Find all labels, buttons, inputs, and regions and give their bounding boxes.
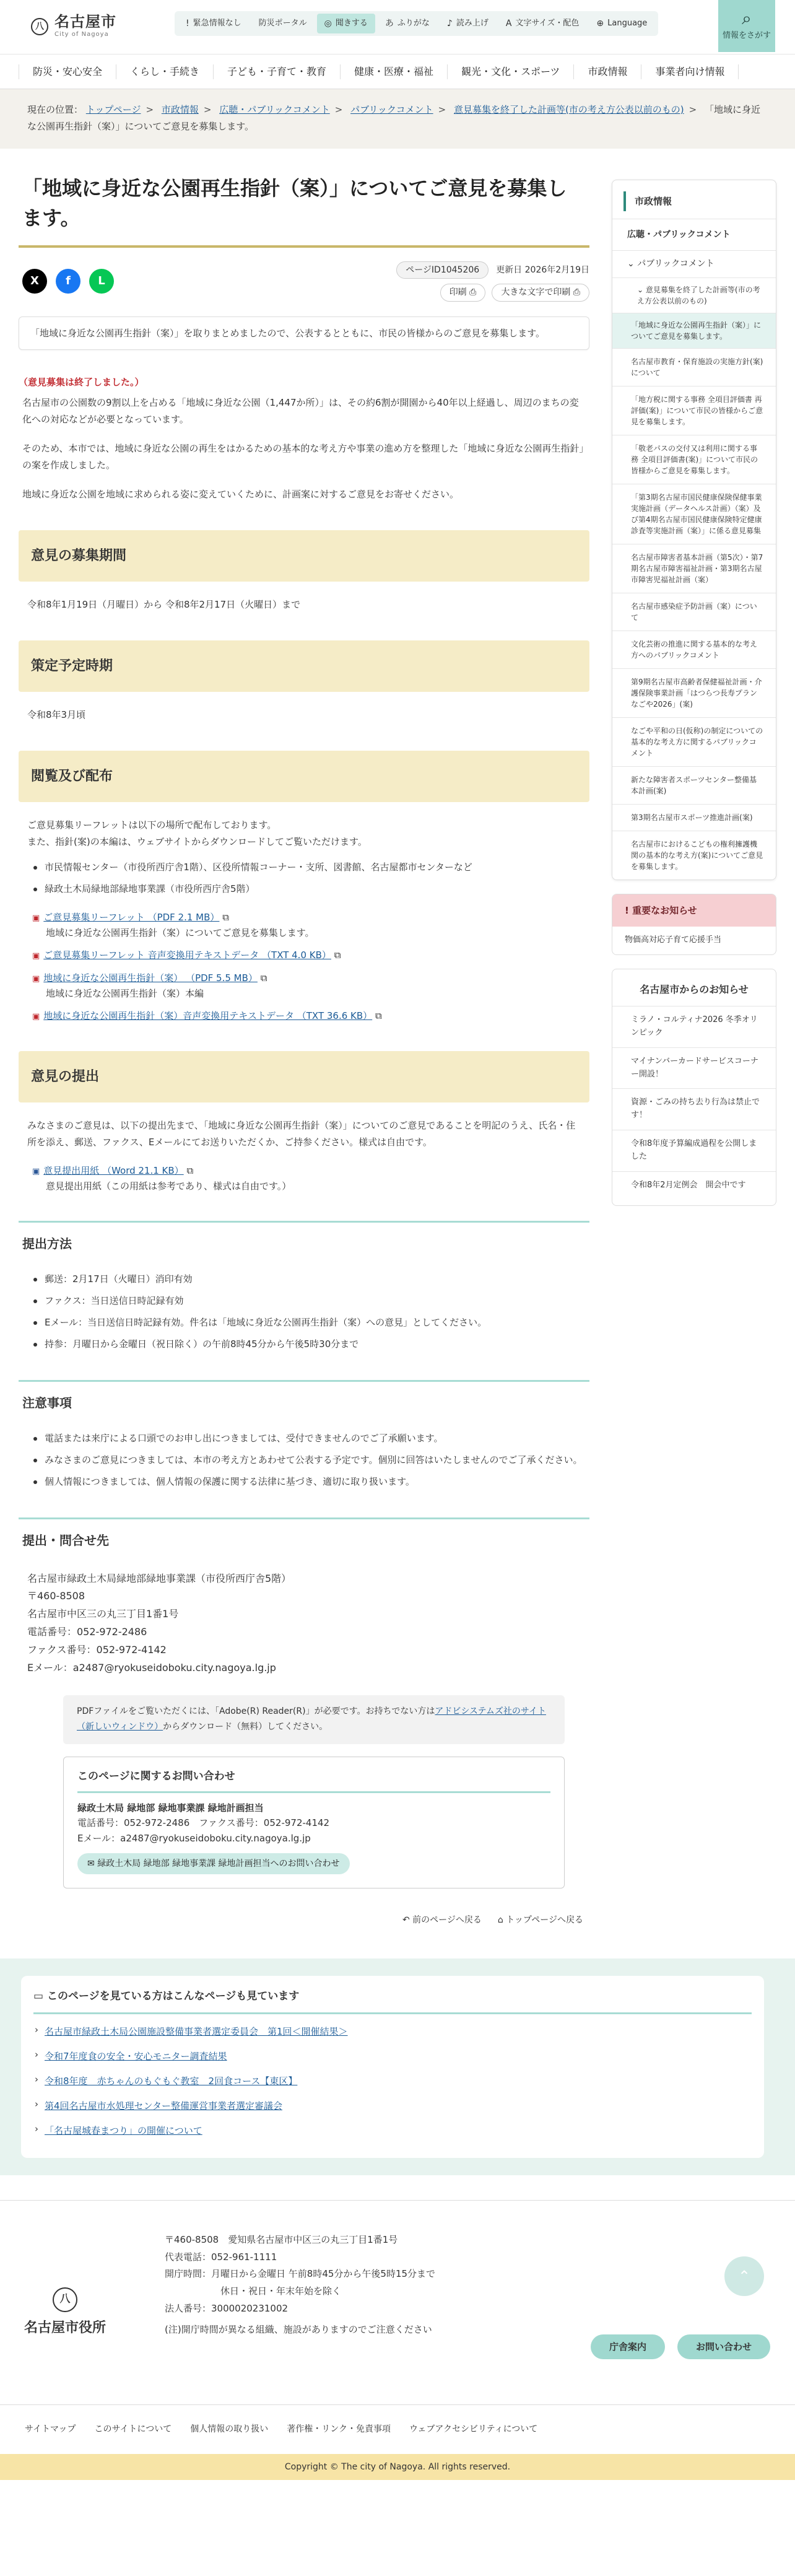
global-nav (0, 55, 795, 89)
footer-links (0, 2404, 795, 2454)
listen-button[interactable]: ◎ 聞きする (317, 14, 375, 33)
page-id: ページID1045206 (396, 261, 489, 279)
local-nav-item[interactable]: 名古屋市におけるこどもの権利擁護機関の基本的な考え方(案)についてご意見を募集します。 (612, 831, 776, 880)
file-link[interactable]: 意見提出用紙 （Word 21.1 KB） (43, 1164, 184, 1176)
logo-name: 名古屋市 (54, 13, 116, 30)
local-nav-item[interactable]: 第9期名古屋市高齢者保健福祉計画・介護保険事業計画「はつらつ長寿プランなごや2026」(案) (612, 668, 776, 717)
x-share-icon[interactable]: X (22, 269, 47, 294)
gnav-item[interactable]: 市政情報 (574, 64, 641, 79)
related-link[interactable]: 令和7年度食の安全・安心モニター調査結果 (45, 2050, 227, 2062)
pdf-reader-note: PDFファイルをご覧いただくには、「Adobe(R) Reader(R)」が必要です。お持ちでない方はアドビシステムズ社のサイト（新しいウィンドウ）からダウンロード（無料）してください。 (63, 1695, 565, 1744)
back-arrow-icon: ↶ (402, 1915, 410, 1926)
scroll-top-button[interactable] (724, 2256, 764, 2296)
city-news (612, 969, 776, 1207)
local-nav-current[interactable]: 「地域に身近な公園再生指針（案）」についてご意見を募集します。 (612, 313, 776, 348)
page-nav (19, 1913, 583, 1927)
copyright: Copyright © The city of Nagoya. All rights reserved. (0, 2454, 795, 2480)
chevron-right-icon: > (146, 104, 154, 115)
inquiry-dept: 緑政土木局 緑地部 緑地事業課 緑地計画担当 (77, 1802, 264, 1814)
adobe-link[interactable]: アドビシステムズ社のサイト（新しいウィンドウ） (77, 1706, 546, 1732)
local-nav-item[interactable]: 第3期名古屋市スポーツ推進計画(案) (612, 804, 776, 831)
news-item[interactable]: 令和8年度予算編成過程を公開しました (612, 1130, 776, 1171)
related-link[interactable]: 令和8年度 赤ちゃんのもぐもぐ教室 2回食コース【東区】 (45, 2075, 298, 2087)
subsection-heading-method: 提出方法 (19, 1221, 589, 1262)
pdf-icon: ▣ (32, 974, 40, 984)
chevron-right-icon: > (689, 104, 697, 115)
font-icon: A (505, 18, 512, 28)
page-title: 「地域に身近な公園再生指針（案）」についてご意見を募集します。 (19, 173, 589, 248)
list-item: みなさまのご意見につきましては、本市の考え方とあわせて公表する予定です。個別に回答はいたしませんのでご了承ください。 (33, 1452, 589, 1469)
back-link[interactable]: ↶ 前のページへ戻る (402, 1915, 482, 1926)
news-item[interactable]: 資源・ごみの持ち去り行為は禁止です！ (612, 1088, 776, 1130)
breadcrumb-link[interactable]: パブリックコメント (350, 104, 433, 115)
site-header (0, 0, 795, 55)
file-link[interactable]: 地域に身近な公園再生指針（案） （PDF 5.5 MB） (43, 972, 258, 984)
local-nav-item[interactable]: なごや平和の日(仮称)の制定についての基本的な考え方に関するパブリックコメント (612, 717, 776, 766)
printer-icon: ⎙ (573, 287, 580, 298)
facebook-share-icon[interactable]: f (56, 269, 80, 294)
external-icon: ⧉ (186, 1164, 194, 1176)
subsection-heading-notes: 注意事項 (19, 1380, 589, 1421)
related-link[interactable]: 第4回名古屋市水処理センター整備運営事業者選定審議会 (45, 2100, 282, 2111)
list-item: ファクス：当日送信日時記録有効 (33, 1293, 589, 1309)
speaker-icon: ◎ (324, 18, 332, 28)
site-logo[interactable] (31, 14, 116, 40)
contact-button[interactable]: お問い合わせ (677, 2334, 770, 2359)
text-file-icon: ▣ (32, 951, 40, 961)
subsection-heading-contact: 提出・問合せ先 (19, 1517, 589, 1559)
local-nav (612, 180, 776, 880)
file-link[interactable]: ご意見募集リーフレット 音声変換用テキストデータ （TXT 4.0 KB） (43, 950, 331, 961)
chevron-down-icon: ⌄ (637, 285, 644, 294)
building-guide-button[interactable]: 庁舎案内 (591, 2334, 665, 2359)
footer-link[interactable]: 個人情報の取り扱い (190, 2424, 269, 2435)
local-nav-item[interactable]: 名古屋市教育・保育施設の実施方針(案)について (612, 348, 776, 386)
related-pages: ▭ このページを見ている方はこんなページも見ています › 名古屋市緑政土木局公園施設整備事業者選定委員会 第1回＜開催結果＞ › 令和7年度食の安全・安心モニター調査結果 › 令和8年度 赤ちゃんのもぐもぐ教室 2回食コース【東区】 › 第4回名古屋市水処理センター整備運営事業者選定審議会 › 「名古屋城春まつり」の開催について (0, 1958, 795, 2175)
section-heading-submit: 意見の提出 (19, 1051, 589, 1102)
related-link[interactable]: 名古屋市緑政土木局公園施設整備事業者選定委員会 第1回＜開催結果＞ (45, 2025, 348, 2037)
news-head: 名古屋市からのお知らせ (640, 983, 749, 995)
page-summary: 「地域に身近な公園再生指針（案）」を取りまとめましたので、公表するとともに、市民の皆様からのご意見を募集します。 (19, 317, 589, 350)
printer-icon: ⎙ (469, 287, 477, 298)
gnav-item[interactable]: 事業者向け情報 (641, 64, 739, 79)
list-item: 持参：月曜日から金曜日（祝日除く）の午前8時45分から午後5時30分まで (33, 1336, 589, 1353)
breadcrumb-current: 「地域に身近な公園再生指針（案）」についてご意見を募集します。 (27, 104, 761, 132)
list-item: 郵送：2月17日（火曜日）消印有効 (33, 1271, 589, 1288)
alert-icon: ! (186, 18, 189, 28)
list-item: 緑政土木局緑地部緑地事業課（市役所西庁舎5階） (33, 881, 589, 897)
site-footer (0, 2200, 795, 2404)
section-heading-period: 意見の募集期間 (19, 530, 589, 582)
gnav-item[interactable]: 健康・医療・福祉 (341, 64, 448, 79)
word-file-icon: ▣ (32, 1166, 40, 1176)
local-nav-item[interactable]: 名古屋市障害者基本計画（第5次）・第7期名古屋市障害福祉計画・第3期名古屋市障害児福祉計画（案） (612, 544, 776, 593)
inquiry-title: このページに関するお問い合わせ (77, 1768, 550, 1793)
share-bar (19, 261, 589, 302)
intro-paragraph: 地域に身近な公園を地域に求められる姿に変えていくために、計画案に対するご意見をお寄せください。 (22, 488, 459, 500)
local-nav-item[interactable]: 文化芸術の推進に関する基本的な考え方へのパブリックコメント (612, 631, 776, 668)
submit-text: みなさまのご意見は、以下の提出先まで、「地域に身近な公園再生指針（案）」についてのご意見であることを明記のうえ、氏名・住所を添え、郵送、ファクス、Eメールにてお送りいただくか、ご持参ください。様式は自由です。 (27, 1119, 576, 1148)
distribution-list (19, 859, 589, 897)
list-item: Eメール：当日送信日時記録有効。件名は「地域に身近な公園再生指針（案）への意見」としてください。 (33, 1314, 589, 1331)
globe-icon: ⊕ (596, 18, 604, 28)
period-text: 令和8年1月19日（月曜日）から 令和8年2月17日（火曜日）まで (27, 598, 301, 610)
external-icon: ⧉ (260, 972, 267, 984)
chevron-right-icon: > (438, 104, 446, 115)
gnav-item[interactable]: 観光・文化・スポーツ (448, 64, 574, 79)
line-share-icon[interactable]: L (89, 269, 114, 294)
furigana-icon: あ (384, 18, 394, 28)
chevron-up-icon: ⌃ (737, 2267, 751, 2285)
audio-icon: ♪ (446, 18, 453, 28)
breadcrumb-link[interactable]: トップページ (85, 104, 141, 115)
local-nav-item[interactable]: 「第3期名古屋市国民健康保険保健事業実施計画（データヘルス計画）（案）及び第4期名古屋市国民健康保険特定健康診査等実施計画（案）」に係る意見募集 (612, 484, 776, 544)
intro-paragraph: そのため、本市では、地域に身近な公園の再生をはかるための基本的な考え方や事業の進め方を整理した「地域に身近な公園再生指針」の案を作成しました。 (22, 442, 584, 471)
news-item[interactable]: マイナンバーカードサービスコーナー開設！ (612, 1047, 776, 1089)
section-heading-distribution: 閲覧及び配布 (19, 751, 589, 802)
local-nav-item[interactable]: 「敬老パスの交付又は利用に関する事務 全項目評価書(案)」について市民の皆様からご意見を募集します。 (612, 435, 776, 484)
news-item[interactable]: ミラノ・コルティナ2026 冬季オリンピック (612, 1006, 776, 1047)
footer-address: 〒460-8508 愛知県名古屋市中区三の丸三丁目1番1号 代表電話：052-961-1111 開庁時間：月曜日から金曜日 午前8時45分から午後5時15分まで 休日・祝日・年末年始を除く 法人番号：3000020231002 (注)開庁時間が異なる組織、施設がありますのでご注意ください (165, 2233, 436, 2335)
local-nav-item[interactable]: 広聴・パブリックコメント (612, 219, 776, 250)
disaster-portal-link[interactable]: 防災ポータル (258, 18, 307, 28)
breadcrumb-link[interactable]: 市政情報 (161, 104, 199, 115)
related-link[interactable]: 「名古屋城春まつり」の開催について (45, 2124, 202, 2136)
furigana-button[interactable]: あ ふりがな (378, 14, 437, 33)
external-icon: ⧉ (222, 912, 229, 923)
search-info-button[interactable]: ⌕ 情報をさがす (718, 0, 775, 52)
language-button[interactable]: ⊕ Language (589, 14, 654, 33)
sidebar (612, 149, 776, 1952)
text-file-icon: ▣ (32, 1011, 40, 1021)
local-nav-item[interactable]: 名古屋市感染症予防計画（案）について (612, 593, 776, 631)
local-nav-head[interactable]: 市政情報 (623, 191, 776, 211)
print-button[interactable]: 印刷 ⎙ (440, 284, 486, 301)
main-content: 「地域に身近な公園再生指針（案）」についてご意見を募集します。 X f L ページID1045206 更新日 2026年2月19日 印刷 ⎙ 大きな文字で印刷 ⎙ 「地域に身近な公園再生指針（案）」を取りまとめましたので、公表するとともに、市民の皆様からのご意見を募集します。 （意見募集は終了しました。） 名古屋市の公園数の9割以上を占める「地域に身近な公園（1,447か所）」は、その約6割が開園から40年以上経過し、周辺のまちの変化への対応などが必要となっています。 そのため、本市では、地域に身近な公園の再生をはかるための基本的な考え方や事業の進め方を整理した「地域に身近な公園再生指針」の案を作成しました。 地域に身近な公園を地域に求められる姿に変えていくために、計画案に対するご意見をお寄せください。 意見の募集期間 令和8年1月19日（月曜日）から 令和8年2月17日（火曜日）まで 策定予定時期 令和8年3月頃 閲覧及び配布 ご意見募集リーフレットは以下の場所で配布しております。 また、指針(案)の本編は、ウェブサイトからダウンロードしてご覧いただけます。 市民情報センター（市役所西庁舎1階）、区役所情報コーナー・支所、図書館、名古屋都市センターなど 緑政土木局緑地部緑地事業課（市役所西庁舎5階） ▣ ご意見募集リーフレット （PDF 2.1 MB） ⧉ 地域に身近な公園再生指針（案）についてご意見を募集します。 ▣ ご意見募集リーフレット 音声変換用テキストデータ （TXT 4.0 KB） ⧉ ▣ 地域に身近な公園再生指針（案） （PDF 5.5 MB） ⧉ 地域に身近な公園再生指針（案）本編 ▣ 地域に身近な公園再生指針（案）音声変換用テキストデータ （TXT 36.6 KB） ⧉ 意見の提出 みなさまのご意見は、以下の提出先まで、「地域に身近な公園再生指針（案）」についてのご意見であることを明記のうえ、氏名・住所を添え、郵送、ファクス、Eメールにてお送りいただくか、ご持参ください。様式は自由です。 ▣ 意見提出用紙 （Word 21.1 KB） ⧉ 意見提出用紙（この用紙は参考であり、様式は自由です。） 提出方法 郵送：2月17日（火曜日）消印有効 ファクス：当日送信日時記録有効 Eメール：当日送信日時記録有効。件名は「地域に身近な公園再生指針（案）への意見」としてください。 持参：月曜日から金曜日（祝日除く）の午前8時45分から午後5時30分まで 注意事項 電話または来庁による口頭でのお申し出につきましては、受付できませんのでご了承願います。 みなさまのご意見につきましては、本市の考え方とあわせて公表する予定です。個別に回答はいたしませんのでご了承ください。 個人情報につきましては、個人情報の保護に関する法律に基づき、適切に取り扱います。 提出・問合せ先 名古屋市緑政土木局緑地部緑地事業課（市役所西庁舎5階） 〒460-8508 名古屋市中区三の丸三丁目1番1号 電話番号：052-972-2486 ファクス番号：052-972-4142 Eメール：a2487@ryokuseidoboku.city.nagoya.lg.jp PDFファイルをご覧いただくには、「Adobe(R) Reader(R)」が必要です。お持ちでない方はアドビシステムズ社のサイト（新しいウィンドウ）からダウンロード（無料）してください。 このページに関するお問い合わせ 緑政土木局 緑地部 緑地事業課 緑地計画担当 電話番号：052-972-2486 ファクス番号：052-972-4142 Eメール：a2487@ryokuseidoboku.city.nagoya.lg.jp ✉ 緑政土木局 緑地部 緑地事業課 緑地計画担当へのお問い合わせ ↶ 前のページへ戻る ⌂ トップページへ戻る (19, 149, 589, 1952)
ended-notice: （意見募集は終了しました。） (19, 376, 144, 388)
footer-link[interactable]: 著作権・リンク・免責事項 (287, 2424, 391, 2435)
footer-link[interactable]: ウェブアクセシビリティについて (409, 2424, 538, 2435)
external-icon: ⧉ (334, 950, 341, 961)
font-size-button[interactable]: A 文字サイズ・配色 (498, 14, 587, 33)
chat-icon: ▭ (33, 1989, 44, 2002)
chevron-down-icon: ⌄ (627, 259, 635, 269)
breadcrumb-link[interactable]: 広聴・パブリックコメント (219, 104, 330, 115)
home-icon: ⌂ (497, 1915, 503, 1926)
list-item: 個人情報につきましては、個人情報の保護に関する法律に基づき、適切に取り扱います。 (33, 1474, 589, 1490)
list-item: 電話または来庁による口頭でのお申し出につきましては、受付できませんのでご了承願います。 (33, 1430, 589, 1447)
logo-sub: City of Nagoya (54, 31, 109, 38)
important-notice: ! 重要なお知らせ 物価高対応子育て応援手当 (612, 894, 776, 955)
footer-link[interactable]: このサイトについて (94, 2424, 172, 2435)
local-nav-item[interactable]: 新たな障害者スポーツセンター整備基本計画(案) (612, 766, 776, 804)
footer-link[interactable]: サイトマップ (25, 2424, 76, 2435)
city-emblem-icon: 八 (31, 18, 48, 35)
file-link[interactable]: 地域に身近な公園再生指針（案）音声変換用テキストデータ （TXT 36.6 KB） (43, 1010, 373, 1021)
search-icon: ⌕ (742, 7, 752, 28)
mail-icon: ✉ (87, 1858, 95, 1869)
method-list (19, 1271, 589, 1353)
gnav-item[interactable]: 子ども・子育て・教育 (214, 64, 341, 79)
intro-paragraph: 名古屋市の公園数の9割以上を占める「地域に身近な公園（1,447か所）」は、その約6割が開園から40年以上経過し、周辺のまちの変化への対応などが必要となっています。 (22, 396, 579, 425)
utility-bar (175, 11, 658, 36)
breadcrumb-link[interactable]: 意見募集を終了した計画等(市の考え方公表以前のもの) (453, 104, 684, 115)
local-nav-item[interactable]: 「地方税に関する事務 全項目評価書 再評価(案)」について市民の皆様からご意見を募集します。 (612, 386, 776, 435)
local-nav-item[interactable]: ⌄ パブリックコメント (612, 250, 776, 277)
external-icon: ⧉ (375, 1010, 382, 1021)
file-list: ▣ ご意見募集リーフレット （PDF 2.1 MB） ⧉ 地域に身近な公園再生指針（案）についてご意見を募集します。 ▣ ご意見募集リーフレット 音声変換用テキストデータ （TXT 4.0 KB） ⧉ ▣ 地域に身近な公園再生指針（案） （PDF 5.5 MB） ⧉ 地域に身近な公園再生指針（案）本編 ▣ 地域に身近な公園再生指針（案）音声変換用テキストデータ （TXT 36.6 KB） ⧉ (32, 912, 382, 1021)
list-item: 市民情報センター（市役所西庁舎1階）、区役所情報コーナー・支所、図書館、名古屋都市センターなど (33, 859, 589, 876)
notes-list (19, 1430, 589, 1490)
news-item[interactable]: 令和8年2月定例会 開会中です (612, 1171, 776, 1200)
chevron-right-icon: > (203, 104, 212, 115)
pdf-icon: ▣ (32, 914, 40, 923)
inquiry-button[interactable]: ✉ 緑政土木局 緑地部 緑地事業課 緑地計画担当へのお問い合わせ (77, 1853, 350, 1874)
breadcrumb: 現在の位置： トップページ > 市政情報 > 広聴・パブリックコメント > パブリックコメント > 意見募集を終了した計画等(市の考え方公表以前のもの) > 「地域に身近な公園再生指針（案）」についてご意見を募集します。 (0, 89, 795, 149)
read-aloud-button[interactable]: ♪ 読み上げ (440, 14, 496, 33)
inquiry-box: このページに関するお問い合わせ 緑政土木局 緑地部 緑地事業課 緑地計画担当 電話番号：052-972-2486 ファクス番号：052-972-4142 Eメール：a2487@ryokuseidoboku.city.nagoya.lg.jp ✉ 緑政土木局 緑地部 緑地事業課 緑地計画担当へのお問い合わせ (63, 1757, 565, 1889)
footer-logo: 八 名古屋市役所 (19, 2287, 111, 2339)
contact-block: 名古屋市緑政土木局緑地部緑地事業課（市役所西庁舎5階） 〒460-8508 名古屋市中区三の丸三丁目1番1号 電話番号：052-972-2486 ファクス番号：052-972-4142 Eメール：a2487@ryokuseidoboku.city.nagoya.lg.jp (27, 1572, 292, 1674)
chevron-right-icon: > (334, 104, 343, 115)
emergency-status[interactable]: ! 緊急情報なし (178, 14, 249, 33)
gnav-item[interactable]: くらし・手続き (116, 64, 214, 79)
gnav-item[interactable]: 防災・安心安全 (19, 64, 116, 79)
schedule-text: 令和8年3月頃 (27, 709, 86, 721)
top-link[interactable]: ⌂ トップページへ戻る (497, 1915, 583, 1926)
updated-date: 更新日 2026年2月19日 (496, 265, 589, 275)
alert-icon: ! (625, 904, 629, 916)
file-link[interactable]: ご意見募集リーフレット （PDF 2.1 MB） (43, 912, 220, 923)
notice-item[interactable]: 物価高対応子育て応援手当 (625, 935, 722, 945)
city-emblem-icon: 八 (53, 2287, 77, 2312)
local-nav-item[interactable]: ⌄ 意見募集を終了した計画等(市の考え方公表以前のもの) (612, 277, 776, 313)
section-heading-schedule: 策定予定時期 (19, 640, 589, 692)
print-large-button[interactable]: 大きな文字で印刷 ⎙ (492, 284, 589, 301)
